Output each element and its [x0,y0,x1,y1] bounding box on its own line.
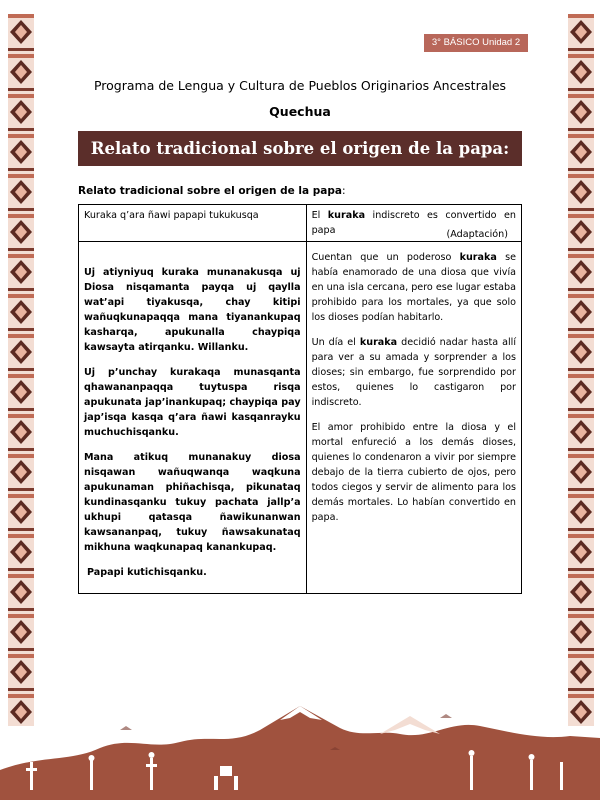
spanish-title-pre: El [311,210,321,221]
p2-post: decidió nadar hasta allí para ver a su amada y sorprender a los dioses; sin embargo, fue sorprendido por estos, quienes lo castigaron por indiscreto. [311,337,516,408]
p1-post: se había enamorado de una diosa que vivía en una isla cercana, pero ese lugar estaba prohibido para los mortales, ya que solo los dioses podían habitarlo. [311,252,516,323]
story-banner-title: Relato tradicional sobre el origen de la papa: [78,131,522,166]
quechua-paragraph-4: Papapi kutichisqanku. [87,567,207,578]
intro-line [78,185,345,197]
program-title: Programa de Lengua y Cultura de Pueblos Originarios Ancestrales [93,78,507,93]
quechua-title: Kuraka q’ara ñawi papapi tukukusqa [84,210,259,221]
spanish-paragraph-2 [312,335,516,410]
table-row [79,242,522,594]
decorative-woven-border-right [568,14,594,726]
language-title: Quechua [269,104,331,119]
adaptation-note: (Adaptación) [446,229,508,240]
quechua-paragraph-2: Uj p’unchay kurakaqa munasqanta qhawananpaqqa tuytuspa risqa apukunata jap’inankupaq; chaypiqa pay jap’isqa kasqa q’ara ñawi kasqanrayku muchuchisqanku. [84,367,301,438]
p2-bold: kuraka [359,337,398,348]
spanish-title-post: indiscreto es convertido en papa [311,210,516,236]
decorative-landscape-footer [0,700,600,800]
p2-pre: Un día el [311,337,356,348]
p1-pre: Cuentan que un poderoso [311,252,452,263]
quechua-story-cell [79,242,307,594]
spanish-title-bold: kuraka [327,210,366,221]
grade-unit-badge: 3° BÁSICO Unidad 2 [424,34,528,52]
quechua-title-cell [79,205,307,242]
decorative-woven-border-left [8,14,34,726]
spanish-paragraph-1 [312,250,516,325]
story-table [78,204,522,594]
quechua-paragraph-3: Mana atikuq munanakuy diosa nisqawan wañuqwanqa waqkuna apukunaman phiñachisqa, pikunataq kundinasqanku tukuy pachata jallp’a ukhupi qatasqa ñawikunanwan kawsananpaq, tukuy ñawsakunataq mikhuna waqkunapaq kanankupaq. [84,452,301,553]
spanish-paragraph-3: El amor prohibido entre la diosa y el mortal enfureció a los demás dioses, quienes lo condenaron a vivir por siempre debajo de la tierra cubierto de ojos, pero todos ciegos y servir de alimento para los demás mortales. Lo habían convertido en papa. [311,422,516,523]
spanish-story-cell [306,229,521,594]
intro-colon: : [341,185,346,197]
intro-text: Relato tradicional sobre el origen de la papa [78,185,342,197]
p1-bold: kuraka [459,252,497,263]
quechua-paragraph-1: Uj atiyniyuq kuraka munanakusqa uj Diosa nisqamanta payqa uj qaylla wat’api tiyakusqa, chay kitipi wañuqkunapaqqa mana tiyanankupaq kasharqa, apukunalla chaypiqa kawsayta atirqanku. Willanku. [84,267,301,353]
